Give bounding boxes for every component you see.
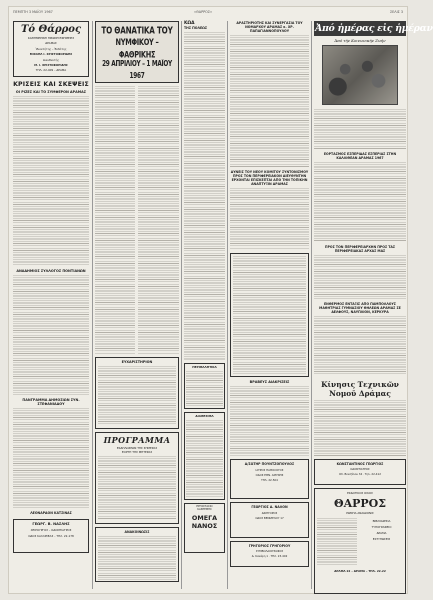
notice-title: ΕΥΧΑΡΙΣΤΗΡΙΟΝ (121, 360, 153, 364)
program-line: ΕΚΔΗΛΩΣΕΩΝ ΤΗΣ ΣΗΜΕΡΑΣ (116, 446, 158, 450)
section-head: ΠΑΝΓΡΑΜΜΑ ΔΗΜΟΣΙΩΝ ΣΥΝ. ΣΤΕΦΑΝΙΑΔΟΥ (22, 398, 80, 406)
big-headline: Κίνησις Τεχνικῶν (321, 380, 399, 389)
article-text (314, 109, 406, 149)
masthead-line: Διευθυντής (43, 57, 59, 62)
article-text (230, 35, 309, 167)
masthead-line: ΤΗΛ. 22-409 – ΔΡΑΜΑ (35, 68, 67, 73)
banner-box (95, 21, 179, 83)
notice-box (230, 253, 309, 377)
notice-box (95, 527, 179, 582)
article-text (314, 255, 406, 299)
ad-title: ΓΕΩΡΓΙΟΣ Δ. ΝΑΛΟΝ (251, 505, 288, 509)
ad-line: ΔΡΑΜΑ (376, 531, 387, 535)
header-paper-name: «ΘΑΡΡΟΣ» (194, 10, 213, 14)
section-head: ΕΡΧΟΝΤΑΙ ΕΠΙΣΚΕΠΤΑΙ ΑΠΟ ΤΗΝ ΤΟΠΙΚΗΝ ΑΝΑΠΤΥΞΙΝ ΔΡΑΜΑΣ (231, 178, 308, 186)
ad-line: ΤΗΛ. 22-504 (261, 478, 278, 482)
headline: ΚΡΙΣΕΙΣ ΚΑΙ ΣΚΕΨΕΙΣ (13, 81, 89, 88)
ad-line: ΕΚΔΟΤΙΚΟΣ ΟΙΚΟΣ (347, 491, 373, 495)
ad-line: ΧΕΙΡΟΥΡΓΟΣ – ΟΔΟΝΤΙΑΤΡΟΣ (30, 528, 72, 532)
section-head: ΔΥΝΕΙΣ ΤΟΥ ΝΕΟΥ ΚΟΜΙΤΟΥ ΣΥΝΤΟΝΙΣΜΟΥ ΠΡΟΣ ΤΟΝ ΠΕΡΙΦΕΡΕΙΑΚΟΝ ΔΙΕΥΘΥΝΤΗΝ (230, 170, 309, 178)
lawyer-ad (230, 502, 309, 538)
article-text (13, 275, 89, 395)
masthead-line: ΚΑΘΗΜΕΡΙΝΗ ΠΡΩΙΝΗ ΕΦΗΜΕΡΙΣ (27, 36, 75, 40)
header-page-number: ΣΕΛΙΣ 3 (390, 10, 403, 14)
notary-ad (230, 541, 309, 567)
newspaper-page (8, 6, 433, 594)
article-text (184, 32, 225, 360)
article-text (314, 316, 406, 376)
article-text (230, 188, 309, 250)
section-subtitle: ΤΗΣ ΠΟΛΕΩΣ (184, 26, 208, 30)
section-head: ΒΡΑΒΕΥΣ ΔΙΑΚΡΙΣΕΙΣ (249, 380, 290, 384)
ad-brand: ΘΑΡΡΟΣ (333, 497, 387, 510)
section-head: ΑΝΑΔΗΜΙΟΣ ΣΥΛΛΟΓΟΣ ΠΟΝΤΙΑΝΩΝ (16, 269, 86, 273)
column-1 (13, 21, 89, 591)
masthead-line: ΜΙΧΑΗΛ Ι. ΧΡΙΣΤΟΦΟΡΙΔΗΣ (29, 52, 73, 57)
column-4 (230, 21, 309, 591)
ad-line: ΙΑΤΡΟΣ ΠΑΘΟΛΟΓΟΣ (255, 468, 284, 472)
notice-box (95, 357, 179, 429)
dentist-ad (314, 459, 406, 485)
column-2 (95, 21, 179, 591)
masthead-box (13, 21, 89, 77)
ad-line: ΒΙΒΛΙΟΔΕΣΙΑ (372, 519, 391, 523)
ad-line: Δ. Κανάρη 1 · ΤΗΛ. 23-402 (251, 554, 288, 558)
masthead-title: Τό Θάρρος (20, 24, 82, 35)
ad-line: ΤΥΠΟΓΡΑΦΕΙΟ (371, 525, 392, 529)
ad-line: ΡΩΜΗΑ ΑΝΑΙΔΙΟΝΙΣ (346, 511, 374, 515)
banner-title: ΤΟ ΘΑΝΑΤΙΚΑ ΤΟΥ (101, 24, 173, 37)
banner-title: ΝΥΜΦΙΚΟΥ – ΦΑΘΡΙΚΗΣ (115, 37, 159, 60)
section-head: ΔΡΑΣΤΗΡΙΟΤΗΣ ΚΑΙ ΣΥΝΕΡΓΑΣΙΑ ΤΟΥ ΝΟΜΑΡΧΟΥ ΔΡΑΜΑΣ κ. ΧΡ. ΠΑΠΑΓΙΑΝΝΟΠΟΥΛΟΥ (236, 21, 303, 33)
ad-title: ΚΩΝΣΤΑΝΤΙΝΟΣ ΓΕΩΡΓΙΟΣ (336, 462, 384, 466)
ad-line: ΔΙΚΗΓΟΡΟΣ (261, 511, 278, 515)
masthead-line: Μ. Ι. ΧΡΙΣΤΟΦΟΡΙΔΗΣ (34, 63, 68, 68)
notice-box (184, 363, 225, 409)
doctor-ad (230, 459, 309, 499)
program-box (95, 432, 179, 524)
banner-title: Ἀπό ἡμέρας εἰς ἡμέραν (315, 23, 433, 34)
ad-line: ΟΔΟΣ ΒΕΝΙΖΕΛΟΥ 17 (255, 516, 284, 520)
ad-line: ΕΡΓΟΣΤΑΣΙΟ (196, 505, 213, 508)
notice-box (184, 412, 225, 500)
column-3 (184, 21, 225, 591)
section-title: ΚΩΔ (184, 21, 195, 26)
notice-title: ΠΕΡΙΘΑΛΠΤΙΚΑ (192, 365, 217, 369)
article-text (138, 86, 179, 354)
ad-footer: ΔΡΑΜΑ 22 – ΔΡΑΜΑ – ΤΗΛ. 22-22 (334, 569, 386, 573)
ad-line: Οδ. Βενιζέλου 34 · Τηλ. 22-412 (339, 472, 381, 476)
article-text (314, 400, 406, 456)
ad-brand: ΟΜΕΓΑ (191, 514, 218, 522)
ad-line: ΟΔΟΣ ΕΘΝ. ΑΜΥΝΗΣ (255, 473, 284, 477)
banner-title: 29 ΑΠΡΙΛΙΟΥ – 1 ΜΑΪΟΥ 1967 (102, 60, 172, 81)
ad-line: ΣΥΜΒΟΛΑΙΟΓΡΑΦΟΣ (255, 549, 284, 553)
masthead-line: ΔΡΑΜΑΣ (45, 41, 57, 46)
article-text (314, 162, 406, 242)
notice-title: ΛΕΟΝΑΡΔΟΝ ΚΑΤΣΙΝΑΣ (30, 511, 72, 515)
ad-box (13, 519, 89, 553)
program-line: ΕΟΡΤΗ ΤΗΣ ΜΗΤΕΡΑΣ (121, 450, 153, 454)
ad-line: ΕΚΤΥΠΩΣΕΙΣ (372, 537, 391, 541)
article-text (13, 408, 89, 508)
ad-title: Δ/ΣΩΤΗΡ ΠΟΥΝΤΖΟΠΟΥΛΟΣ (244, 462, 295, 466)
ad-line: ΟΔΟΣ ΚΑΛΛΙΘΕΑΣ – ΤΗΛ. 22-178 (28, 534, 74, 538)
banner-subtitle: Ἀπό τήν Κοινωνικήν Ζωήν (334, 38, 386, 43)
subhead: ΟΙ ΡΙΖΕΣ ΚΑΙ ΤΟ ΣΥΜΦΕΡΟΝ ΔΡΑΜΑΣ (15, 90, 87, 94)
ad-line: ΚΑΝΤΕΜΗΣ (197, 508, 212, 511)
header-date: ΠΕΜΠΤΗ 3 ΜΑΪΟΥ 1967 (13, 10, 53, 14)
ad-brand: ΝΑΝΟΣ (191, 522, 218, 530)
ad-line: ΟΔΟΝΤΙΑΤΡΟΣ (350, 467, 370, 471)
notice-title: ΔΙΑΘΕΣΙΜΑ (195, 414, 214, 418)
section-head: ΕΟΡΤΑΣΜΟΣ ΕΣΠΕΡΙΔΑΣ ΕΣΠΕΡΙΑΣ ΣΤΗΝ ΚΑΛΛΙΘΕΑΝ ΔΡΑΜΑΣ 1967 (323, 152, 397, 160)
page-header (9, 7, 407, 19)
column-5 (314, 21, 433, 591)
section-head: ΕΝΘΕΡΜΟΣ ΕΝΤΑΞΙΣ ΑΠΟ ΠΑΜΠΟΛΛΟΥΣ ΜΑΘΗΤΡΙΑΣ ΓΥΜΝΑΣΙΟΥ ΘΗΛΕΩΝ ΔΡΑΜΑΣ ΣΕ ΔΕΛΦΟΥΣ, ΝΑΥΠΛΙΟΝ, ΚΕΡΚΥΡΑ (319, 302, 401, 314)
news-photo (322, 45, 398, 105)
big-headline: Νομοῦ Δράμας (329, 389, 391, 398)
ad-title: ΓΡΗΓΟΡΙΟΣ ΓΡΗΓΟΡΙΟΥ (248, 544, 291, 548)
paper-ad (314, 488, 406, 594)
ad-box (184, 503, 225, 553)
ad-title: ΓΕΩΡΓ. Β. ΝΑΣΛΗΣ (32, 522, 70, 526)
section-head: ΠΡΟΣ ΤΟΝ ΠΕΡΙΦΕΡΕΙΑΡΧΗΝ ΠΡΟΣ ΤΑΣ ΠΕΡΙΦΕΡΕΙΑΚΑΣ ΑΡΧΑΣ ΜΑΣ (324, 245, 396, 253)
article-text (230, 386, 309, 456)
article-text (95, 86, 135, 354)
program-title: ΠΡΟΓΡΑΜΜΑ (103, 435, 171, 445)
article-text (13, 96, 89, 266)
masthead-line: Ἰδιοκτήτης – Ἐκδότης (35, 46, 67, 51)
notice-title: ΑΝΑΚΟΙΝΩΣΙΣ (124, 530, 150, 534)
